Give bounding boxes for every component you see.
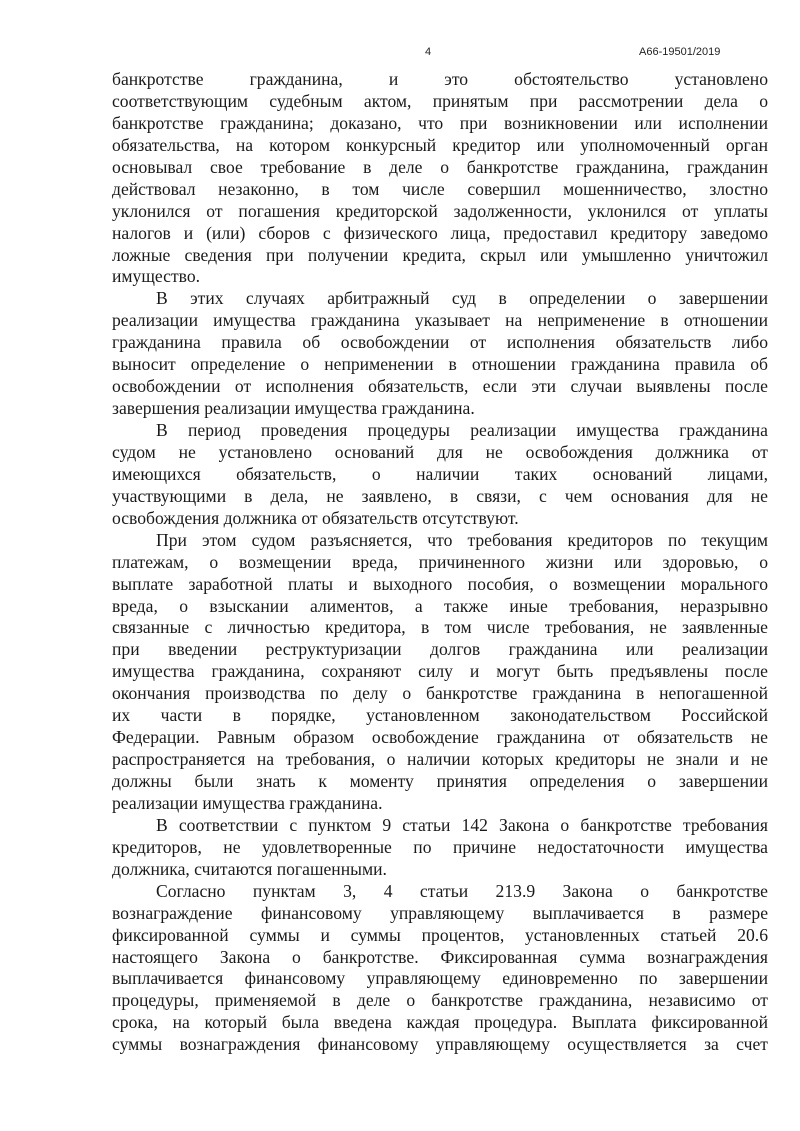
text-line: гражданина правила об освобождении от исполнения обязательств либо bbox=[112, 332, 768, 353]
text-line: процедуры, применяемой в деле о банкротстве гражданина, независимо от bbox=[112, 990, 768, 1011]
text-line: освобождении от исполнения обязательств, если эти случаи выявлены после bbox=[112, 376, 768, 397]
text-line: имущество. bbox=[112, 266, 201, 287]
text-line: При этом судом разъясняется, что требования кредиторов по текущим bbox=[156, 529, 768, 550]
text-line: освобождения должника от обязательств отсутствуют. bbox=[112, 507, 519, 528]
paragraph bbox=[112, 815, 768, 881]
text-line: должника, считаются погашенными. bbox=[112, 858, 387, 879]
text-line: завершения реализации имущества гражданина. bbox=[112, 398, 475, 419]
text-line: реализации имущества гражданина. bbox=[112, 792, 383, 813]
text-line: должны были знать к моменту принятия определения о завершении bbox=[112, 771, 768, 791]
document-body bbox=[112, 69, 768, 1056]
text-line: участвующими в дела, не заявлено, в связи, с чем основания для не bbox=[112, 485, 768, 506]
text-line: уклонился от погашения кредиторской задолженности, уклонился от уплаты bbox=[112, 200, 768, 221]
text-line: Согласно пунктам 3, 4 статьи 213.9 Закона о банкротстве bbox=[156, 880, 768, 901]
text-line: судом не установлено оснований для не освобождения должника от bbox=[112, 441, 768, 462]
text-line: имеющихся обязательств, о наличии таких оснований лицами, bbox=[112, 463, 768, 484]
text-line: банкротстве гражданина; доказано, что при возникновении или исполнении bbox=[112, 112, 768, 133]
text-line: окончания производства по делу о банкротстве гражданина в непогашенной bbox=[112, 683, 768, 704]
paragraph bbox=[112, 420, 768, 530]
paragraph bbox=[112, 69, 768, 288]
text-line: платежам, о возмещении вреда, причиненного жизни или здоровью, о bbox=[112, 551, 768, 572]
text-line: соответствующим судебным актом, принятым при рассмотрении дела о bbox=[112, 90, 768, 111]
paragraph bbox=[112, 881, 768, 1057]
text-line: В этих случаях арбитражный суд в определении о завершении bbox=[156, 288, 768, 309]
case-number: А66-19501/2019 bbox=[639, 46, 721, 58]
text-line: срока, на который была введена каждая процедура. Выплата фиксированной bbox=[112, 1012, 768, 1033]
text-line: Федерации. Равным образом освобождение гражданина от обязательств не bbox=[112, 727, 768, 748]
text-line: распространяется на требования, о наличии которых кредиторы не знали и не bbox=[112, 749, 768, 770]
paragraph bbox=[112, 288, 768, 420]
text-line: кредиторов, не удовлетворенные по причине недостаточности имущества bbox=[112, 836, 768, 857]
text-line: вознаграждение финансовому управляющему выплачивается в размере bbox=[112, 902, 768, 923]
text-line: реализации имущества гражданина указывает на неприменение в отношении bbox=[112, 310, 768, 331]
text-line: выплачивается финансовому управляющему единовременно по завершении bbox=[112, 968, 768, 989]
text-line: В соответствии с пунктом 9 статьи 142 Закона о банкротстве требования bbox=[156, 814, 768, 835]
text-line: действовал незаконно, в том числе совершил мошенничество, злостно bbox=[112, 178, 768, 199]
text-line: основывал свое требование в деле о банкротстве гражданина, гражданин bbox=[112, 156, 768, 177]
text-line: их части в порядке, установленном законодательством Российской bbox=[112, 705, 768, 726]
text-line: вреда, о взыскании алиментов, а также иные требования, неразрывно bbox=[112, 595, 768, 616]
page-number: 4 bbox=[425, 46, 432, 58]
text-line: выносит определение о неприменении в отношении гражданина правила об bbox=[112, 354, 768, 375]
text-line: имущества гражданина, сохраняют силу и могут быть предъявлены после bbox=[112, 661, 768, 682]
text-line: при введении реструктуризации долгов гражданина или реализации bbox=[112, 639, 768, 660]
text-line: суммы вознаграждения финансовому управляющему осуществляется за счет bbox=[112, 1034, 768, 1055]
text-line: настоящего Закона о банкротстве. Фиксированная сумма вознаграждения bbox=[112, 946, 768, 967]
paragraph bbox=[112, 530, 768, 815]
text-line: ложные сведения при получении кредита, скрыл или умышленно уничтожил bbox=[112, 244, 768, 265]
text-line: налогов и (или) сборов с физического лица, предоставил кредитору заведомо bbox=[112, 222, 768, 243]
text-line: фиксированной суммы и суммы процентов, установленных статьей 20.6 bbox=[112, 924, 768, 945]
text-line: банкротстве гражданина, и это обстоятельство установлено bbox=[112, 69, 768, 89]
text-line: В период проведения процедуры реализации имущества гражданина bbox=[156, 420, 768, 440]
text-line: выплате заработной платы и выходного пособия, о возмещении морального bbox=[112, 573, 768, 594]
text-line: связанные с личностью кредитора, в том числе требования, не заявленные bbox=[112, 617, 768, 638]
text-line: обязательства, на котором конкурсный кредитор или уполномоченный орган bbox=[112, 134, 768, 155]
